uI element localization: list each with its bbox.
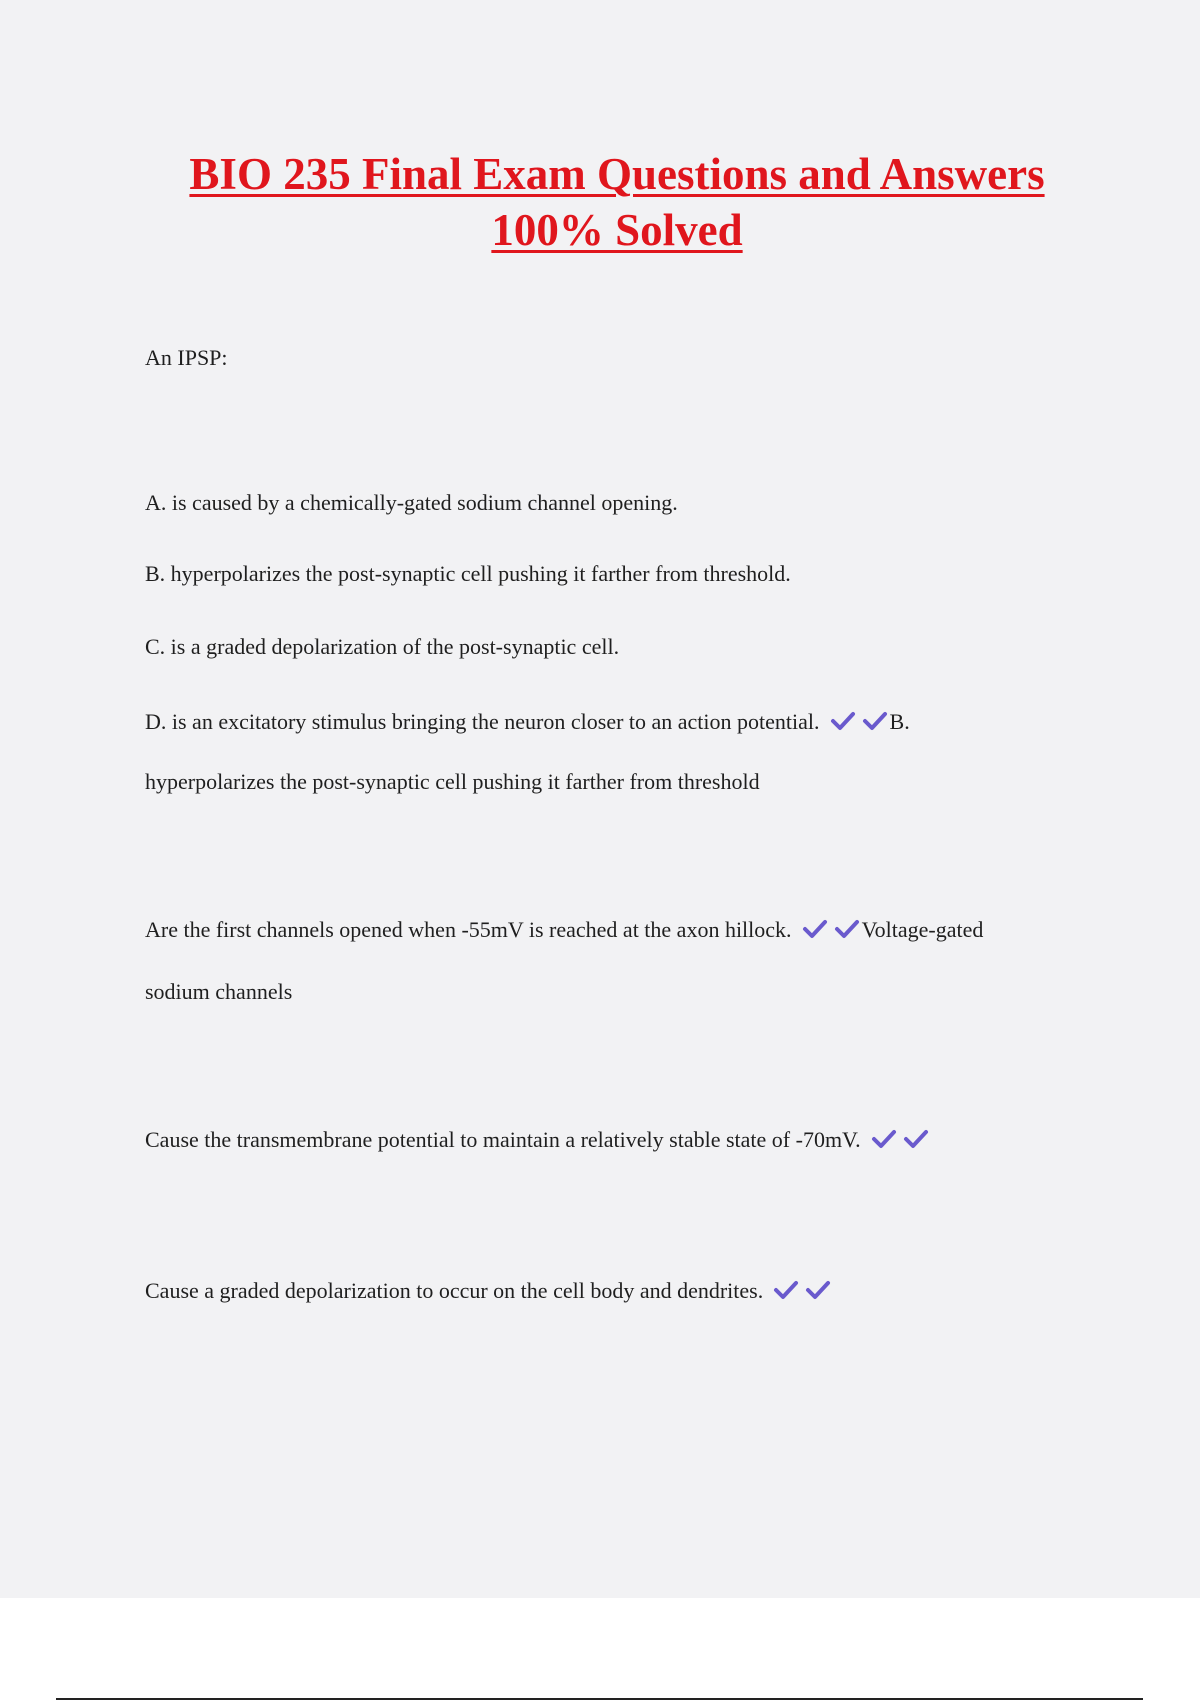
answer-checkmarks xyxy=(802,916,860,944)
answer-checkmarks xyxy=(830,708,888,736)
question-2-answer-rest: sodium channels xyxy=(145,979,293,1004)
check-icon xyxy=(834,918,860,940)
check-icon xyxy=(830,710,856,732)
question-1-option-a: A. is caused by a chemically-gated sodium channel opening. xyxy=(145,490,678,515)
check-icon xyxy=(805,1279,831,1301)
question-1-option-d: D. is an excitatory stimulus bringing the neuron closer to an action potential. xyxy=(145,709,820,734)
question-1-answer-rest: hyperpolarizes the post-synaptic cell pushing it farther from threshold xyxy=(145,769,760,794)
question-1-option-d-line xyxy=(145,708,910,736)
question-1-answer-start: B. xyxy=(889,709,910,734)
title-line-1: BIO 235 Final Exam Questions and Answers xyxy=(189,149,1045,199)
question-4-line xyxy=(145,1277,831,1305)
check-icon xyxy=(862,710,888,732)
question-3-prompt: Cause the transmembrane potential to maintain a relatively stable state of -70mV. xyxy=(145,1127,861,1152)
question-1-prompt: An IPSP: xyxy=(145,345,228,370)
page-title xyxy=(0,146,1200,258)
check-icon xyxy=(802,918,828,940)
check-icon xyxy=(773,1279,799,1301)
question-1-option-b: B. hyperpolarizes the post-synaptic cell pushing it farther from threshold. xyxy=(145,561,791,586)
check-icon xyxy=(871,1128,897,1150)
check-icon xyxy=(903,1128,929,1150)
question-1-option-c: C. is a graded depolarization of the post-synaptic cell. xyxy=(145,634,620,659)
question-4-prompt: Cause a graded depolarization to occur on the cell body and dendrites. xyxy=(145,1278,764,1303)
question-2-prompt: Are the first channels opened when -55mV is reached at the axon hillock. xyxy=(145,917,792,942)
answer-checkmarks xyxy=(871,1126,929,1154)
title-line-2: 100% Solved xyxy=(491,205,743,255)
question-3-line xyxy=(145,1126,929,1154)
answer-checkmarks xyxy=(773,1277,831,1305)
question-2-line xyxy=(145,916,983,944)
question-2-answer-start: Voltage-gated xyxy=(861,917,984,942)
